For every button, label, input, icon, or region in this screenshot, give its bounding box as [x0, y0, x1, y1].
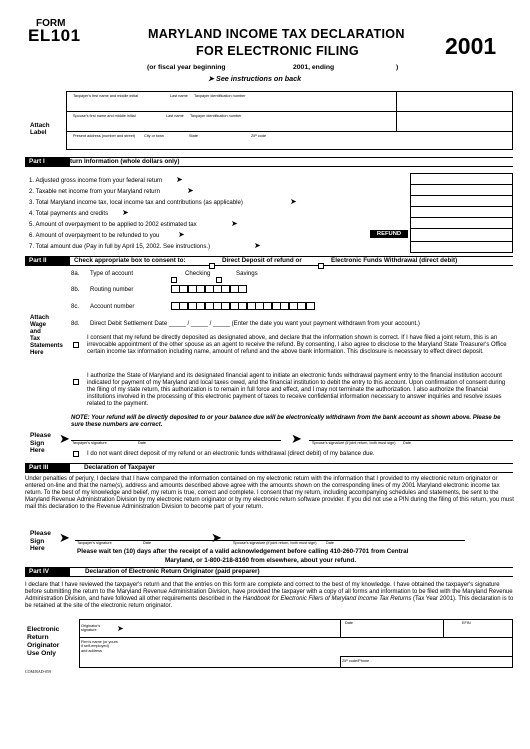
- line2-amount-input[interactable]: [412, 185, 511, 194]
- line1-amount-input[interactable]: [412, 174, 511, 183]
- part3-spouse-sig-label: Spouse's signature (if joint return, both must sign): [233, 541, 317, 545]
- part3-date1-label: Date: [143, 541, 152, 545]
- arrow-icon: ➤: [231, 219, 238, 228]
- part2-date2-label: Date: [403, 441, 412, 445]
- zip-field[interactable]: ZIP code: [251, 134, 267, 138]
- ero-date-field[interactable]: [342, 626, 441, 636]
- part2-spouse-sig-label: Spouse's signature (if joint return, both must sign): [312, 441, 396, 445]
- savings-label: Savings: [236, 270, 258, 277]
- part3-declaration-text: Under penalties of perjury, I declare that I have compared the information contained on my electronic return with the information that I provided to my electronic return originator or entered on-line and that the name(s), address and amounts described above agree with the amounts shown on the corresponding lines of my 2001 Maryland electronic income tax return. To the best of my knowledge and belief, my return is true, correct and complete. I consent that my return, including accompanying schedules and statements, be sent to the Maryland Revenue Administration Division by my electronic return originator or by my electronic return software provider. If you did not use a PIN during the filing of this return, you must mail this declaration to the Revenue Administration Division to become part of your return.: [25, 476, 514, 511]
- tax-year: 2001: [445, 33, 497, 59]
- line6-amount-input[interactable]: [412, 229, 511, 240]
- part4-text-a: I declare that I have reviewed the taxpayer's return and that the entries on this form are complete and correct to the best of my knowledge. I have obtained the taxpayer's signature before submitting the return to the Maryland Revenue Administration Division, have provided the taxpayer with a copy of all forms and information to be filed with the Maryland Revenue Administration Division, and have followed all other requirements described in the: [25, 582, 513, 603]
- part2-title-direct-deposit: Direct Deposit of refund or: [222, 257, 302, 264]
- line-8a-num: 8a.: [71, 270, 80, 277]
- form-id: EL101: [28, 26, 81, 45]
- consent-deposit-text: I consent that my refund be directly deposited as designated above, and declare that the information shown is correct. If I have filed a joint return, this is an irrevocable appointment of the other spouse as an agent to receive the refund. By consenting, I also agree to disclose to the Maryland State Treasurer's Office certain income tax information including name, amount of refund and the above bank information. This disclosure is necessary to effect direct deposit.: [87, 335, 507, 356]
- part2-date1-label: Date: [138, 441, 147, 445]
- firm-name-label: Firm's name (or yours if self-employed) and address: [81, 640, 118, 653]
- form-word: FORM: [36, 18, 66, 29]
- part2-taxpayer-signature-field[interactable]: [71, 430, 281, 440]
- direct-deposit-checkbox[interactable]: [209, 263, 215, 269]
- account-number-input[interactable]: [171, 302, 314, 310]
- ero-use-only-label: Electronic Return Originator Use Only: [27, 626, 60, 657]
- taxpayer-name-field[interactable]: Taxpayer's first name and middle initial: [73, 94, 139, 98]
- line3-amount-input[interactable]: [412, 196, 511, 205]
- originator-sig-label: Originator's signature: [81, 624, 101, 633]
- no-consent-text: I do not want direct deposit of my refund or an electronic funds withdrawal (direct debit) of my balance due.: [87, 450, 375, 457]
- arrow-icon: ➤: [187, 186, 194, 195]
- arrow-icon: ➤: [176, 175, 183, 184]
- arrow-icon: ➤: [178, 230, 185, 239]
- label-area: [66, 91, 513, 150]
- address-field[interactable]: Present address (number and street): [73, 134, 136, 138]
- spouse-last-name-field[interactable]: Last name: [166, 114, 184, 118]
- city-field[interactable]: City or town: [144, 134, 165, 138]
- taxpayer-id-field[interactable]: Taxpayer identification number: [194, 94, 246, 98]
- line-8d-num: 8d.: [71, 320, 80, 327]
- arrow-icon: ➤: [254, 241, 261, 250]
- part1-line-6: 6. Amount of overpayment to be refunded to you: [29, 232, 160, 239]
- arrow-icon: ➤: [290, 197, 297, 206]
- no-consent-checkbox[interactable]: [73, 451, 79, 457]
- part3-spouse-signature-field[interactable]: [229, 530, 465, 540]
- part1-label: Part I: [25, 157, 70, 167]
- line5-amount-input[interactable]: [412, 218, 511, 227]
- routing-number-input[interactable]: [171, 285, 247, 293]
- part1-line-1: 1. Adjusted gross income from your federal return: [29, 177, 163, 184]
- refund-wait-line2: Maryland, or 1-800-218-8160 from elsewhere, about your refund.: [165, 557, 357, 564]
- zip-phone-label: ZIP code/Phone: [342, 659, 370, 663]
- efin-field[interactable]: [445, 626, 511, 636]
- arrow-icon: ➤: [117, 624, 124, 633]
- consent-withdrawal-checkbox[interactable]: [73, 379, 79, 385]
- part3-taxpayer-sig-label: Taxpayer's signature: [77, 541, 112, 545]
- last-name-field[interactable]: Last name: [170, 94, 188, 98]
- part1-line-5: 5. Amount of overpayment to be applied to 2002 estimated tax: [29, 221, 197, 228]
- part2-please-sign: Please Sign Here: [30, 432, 51, 455]
- settlement-date-line[interactable]: Direct Debit Settlement Date _____ / _____ / _____ (Enter the date you want your payment withdrawn from your account.): [90, 320, 420, 327]
- form-title-line1: MARYLAND INCOME TAX DECLARATION: [148, 27, 405, 41]
- line4-amount-input[interactable]: [412, 207, 511, 216]
- originator-signature-field[interactable]: [130, 620, 338, 636]
- part4-title: Declaration of Electronic Return Originator (paid preparer): [85, 568, 260, 575]
- line-8c-num: 8c.: [71, 303, 80, 310]
- fiscal-prefix: (or fiscal year beginning: [147, 64, 226, 71]
- line-8a-label: Type of account: [90, 270, 134, 277]
- arrow-icon: ➤: [59, 530, 70, 545]
- spouse-name-field[interactable]: Spouse's first name and middle initial: [73, 114, 136, 118]
- part4-label: Part IV: [25, 567, 70, 577]
- state-field[interactable]: State: [189, 134, 198, 138]
- zip-phone-field[interactable]: [370, 657, 511, 667]
- part3-label: Part III: [25, 463, 70, 473]
- part4-declaration-text: [25, 582, 514, 610]
- part2-spouse-signature-field[interactable]: [309, 430, 513, 440]
- part3-date2-label: Date: [326, 541, 335, 545]
- form-title-line2: FOR ELECTRONIC FILING: [196, 44, 360, 58]
- part1-line-3: 3. Total Maryland income tax, local income tax and contributions (as applicable): [29, 199, 243, 206]
- see-instructions: ➤ See instructions on back: [208, 74, 302, 83]
- ero-date-label: Date: [345, 621, 354, 625]
- part2-title-withdrawal: Electronic Funds Withdrawal (direct debit): [331, 257, 458, 264]
- line-8b-num: 8b.: [71, 286, 80, 293]
- attach-label-text: Attach Label: [30, 122, 50, 137]
- arrow-icon: ➤: [59, 431, 70, 446]
- part2-label: Part II: [25, 256, 70, 266]
- line-8b-label: Routing number: [90, 286, 134, 293]
- part2-note: NOTE: Your refund will be directly deposited to or your balance due will be electronically withdrawn from the bank account as shown above. Please be sure these numbers are correct.: [71, 415, 501, 429]
- withdrawal-checkbox[interactable]: [318, 263, 324, 269]
- part2-title-check: Check appropriate box to consent to:: [74, 257, 186, 264]
- firm-name-address-field[interactable]: [130, 638, 511, 655]
- part4-text-c: (Tax Year 2001). This declaration is to be retained at the site of the electronic return originator.: [25, 596, 514, 610]
- arrow-icon: ➤: [122, 208, 129, 217]
- refund-wait-line1: Please wait ten (10) days after the receipt of a valid acknowledgement before calling 410-260-7701 from Central: [77, 548, 409, 555]
- consent-deposit-checkbox[interactable]: [73, 342, 79, 348]
- consent-withdrawal-text: I authorize the State of Maryland and its designated financial agent to initiate an electronic funds withdrawal payment entry to the financial institution account indicated for payment of my Maryland and local taxes owed, and the financial institution to debit the entry to this account. Upon confirmation of consent during the filing of my state return, this authorization is to remain in full force and effect, and I may not terminate the authorization. I also authorize the financial institutions involved in the processing of this electronic payment of taxes to receive confidential information necessary to answer inquiries and resolve issues related to the payment.: [87, 373, 506, 408]
- refund-label: REFUND: [370, 230, 408, 238]
- part1-line-4: 4. Total payments and credits: [29, 210, 109, 217]
- part3-title: Declaration of Taxpayer: [84, 464, 155, 471]
- checking-checkbox[interactable]: [171, 277, 177, 283]
- efin-label: EFIN: [462, 621, 471, 625]
- savings-checkbox[interactable]: [216, 277, 222, 283]
- fiscal-end: ): [396, 64, 399, 71]
- checking-label: Checking: [185, 270, 211, 277]
- part1-title: turn Information (whole dollars only): [70, 158, 180, 165]
- line7-amount-input[interactable]: [412, 242, 511, 252]
- line-8c-label: Account number: [90, 303, 135, 310]
- spouse-id-field[interactable]: Taxpayer identification number: [190, 114, 242, 118]
- attach-wage-statements: Attach Wage and Tax Statements Here: [30, 314, 63, 356]
- form-code: COM/RAD-059: [25, 669, 52, 674]
- part1-line-2: 2. Taxable net income from your Maryland return: [29, 188, 160, 195]
- arrow-icon: ➤: [211, 530, 222, 545]
- fiscal-mid: 2001, ending: [293, 64, 335, 71]
- part1-line-7: 7. Total amount due (Pay in full by April 15, 2002. See instructions.): [29, 243, 211, 250]
- part2-taxpayer-sig-label: Taxpayer's signature: [72, 441, 107, 445]
- handbook-title: Handbook for Electronic Filers of Maryland Income Tax Returns: [242, 596, 412, 603]
- arrow-icon: ➤: [291, 431, 302, 446]
- part3-please-sign: Please Sign Here: [30, 530, 51, 553]
